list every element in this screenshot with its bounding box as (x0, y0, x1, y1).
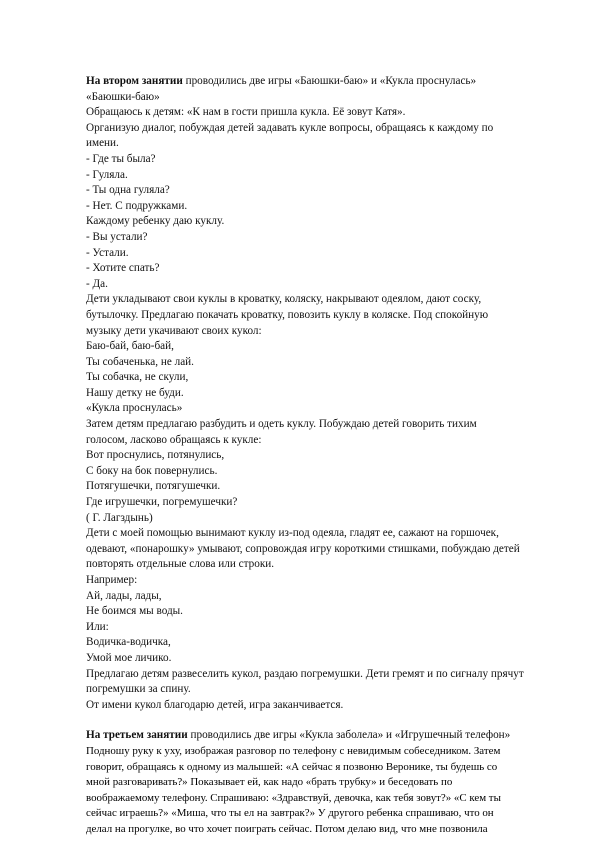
section3-heading (86, 728, 556, 744)
text-line: Ай, лады, лады, (86, 589, 162, 602)
section2-heading (86, 74, 556, 90)
section3-lines (86, 744, 556, 838)
text-line: бутылочку. Предлагаю покачать кроватку, повозить куклу в коляске. Под спокойную (86, 308, 489, 321)
text-line: Затем детям предлагаю разбудить и одеть куклу. Побуждаю детей говорить тихим (86, 418, 477, 431)
text-line: Дети укладывают свои куклы в кроватку, коляску, накрывают одеялом, дают соску, (86, 293, 482, 306)
text-line: Водичка-водичка, (86, 636, 171, 649)
text-line: имени. (86, 137, 119, 150)
text-line: - Ты одна гуляла? (86, 184, 170, 197)
text-line: делал на прогулке, во что хочет поиграть сейчас. Потом делаю вид, что мне позвонила (86, 822, 488, 835)
text-line: Предлагаю детям развеселить кукол, раздаю погремушки. Дети гремят и по сигналу прячут (86, 667, 524, 680)
text-line: - Да. (86, 277, 108, 290)
text-line: «Баюшки-баю» (86, 90, 160, 103)
text-line: музыку дети укачивают своих кукол: (86, 324, 262, 337)
text-line: Например: (86, 574, 138, 586)
text-line: Организую диалог, побуждая детей задавать кукле вопросы, обращаясь к каждому по (86, 121, 494, 134)
text-line: Нашу детку не буди. (86, 386, 184, 399)
text-line: говорит, обращаясь к одному из малышей: «А сейчас я позвоню Веронике, ты будешь со (86, 760, 498, 773)
text-line: - Устали. (86, 246, 129, 259)
text-line: - Нет. С подружками. (86, 199, 188, 212)
text-line: сейчас играешь?» «Миша, что ты ел на завтрак?» У другого ребенка спрашиваю, что он (86, 807, 494, 820)
text-line: Ты собаченька, не лай. (86, 355, 194, 368)
text-line: - Гуляла. (86, 168, 128, 181)
text-line: повторять отдельные слова или строки. (86, 558, 275, 571)
text-line: Потягушечки, потягушечки. (86, 480, 221, 493)
text-line: Баю-бай, баю-бай, (86, 340, 174, 353)
text-line: Ты собачка, не скули, (86, 371, 189, 384)
text-line: погремушки за спину. (86, 683, 191, 696)
section2-heading-bold: На втором занятии (86, 75, 183, 87)
text-line: Дети с моей помощью вынимают куклу из-под одеяла, гладят ее, сажают на горшочек, (86, 527, 499, 540)
text-line: - Хотите спать? (86, 262, 160, 275)
text-line: Где игрушечки, погремушечки? (86, 496, 238, 509)
text-line: одевают, «понарошку» умывают, сопровождая игру короткими стишками, побуждаю детей (86, 542, 520, 555)
text-line: Каждому ребенку даю куклу. (86, 215, 225, 228)
text-line: От имени кукол благодарю детей, игра заканчивается. (86, 698, 344, 711)
section2-heading-rest: проводились две игры «Баюшки-баю» и «Кукла проснулась» (182, 75, 477, 87)
section2-lines (86, 90, 556, 714)
text-line: мной разговаривать?» Показывает ей, как надо «брать трубку» и беседовать по (86, 776, 453, 789)
text-line: Или: (86, 620, 109, 633)
text-line: С боку на бок повернулись. (86, 464, 218, 477)
text-line: Вот проснулись, потянулись, (86, 449, 225, 462)
document-body (86, 74, 556, 838)
text-line: - Вы устали? (86, 230, 148, 243)
text-line: голосом, ласково обращаясь к кукле: (86, 433, 262, 446)
text-line: «Кукла проснулась» (86, 402, 183, 415)
text-line: ( Г. Лагздынь) (86, 511, 153, 524)
section3-heading-rest: проводились две игры «Кукла заболела» и «Игрушечный телефон» (187, 729, 511, 742)
text-line: Умой мое личико. (86, 651, 172, 664)
text-line: Не боимся мы воды. (86, 605, 183, 618)
section3-heading-bold: На третьем занятии (86, 729, 188, 742)
text-line: Обращаюсь к детям: «К нам в гости пришла кукла. Её зовут Катя». (86, 106, 406, 119)
paragraph-gap (86, 713, 556, 728)
text-line: Подношу руку к уху, изображая разговор по телефону с невидимым собеседником. Затем (86, 744, 501, 757)
text-line: - Где ты была? (86, 152, 156, 165)
text-line: воображаемому телефону. Спрашиваю: «Здравствуй, девочка, как тебя зовут?» «С кем ты (86, 791, 501, 804)
